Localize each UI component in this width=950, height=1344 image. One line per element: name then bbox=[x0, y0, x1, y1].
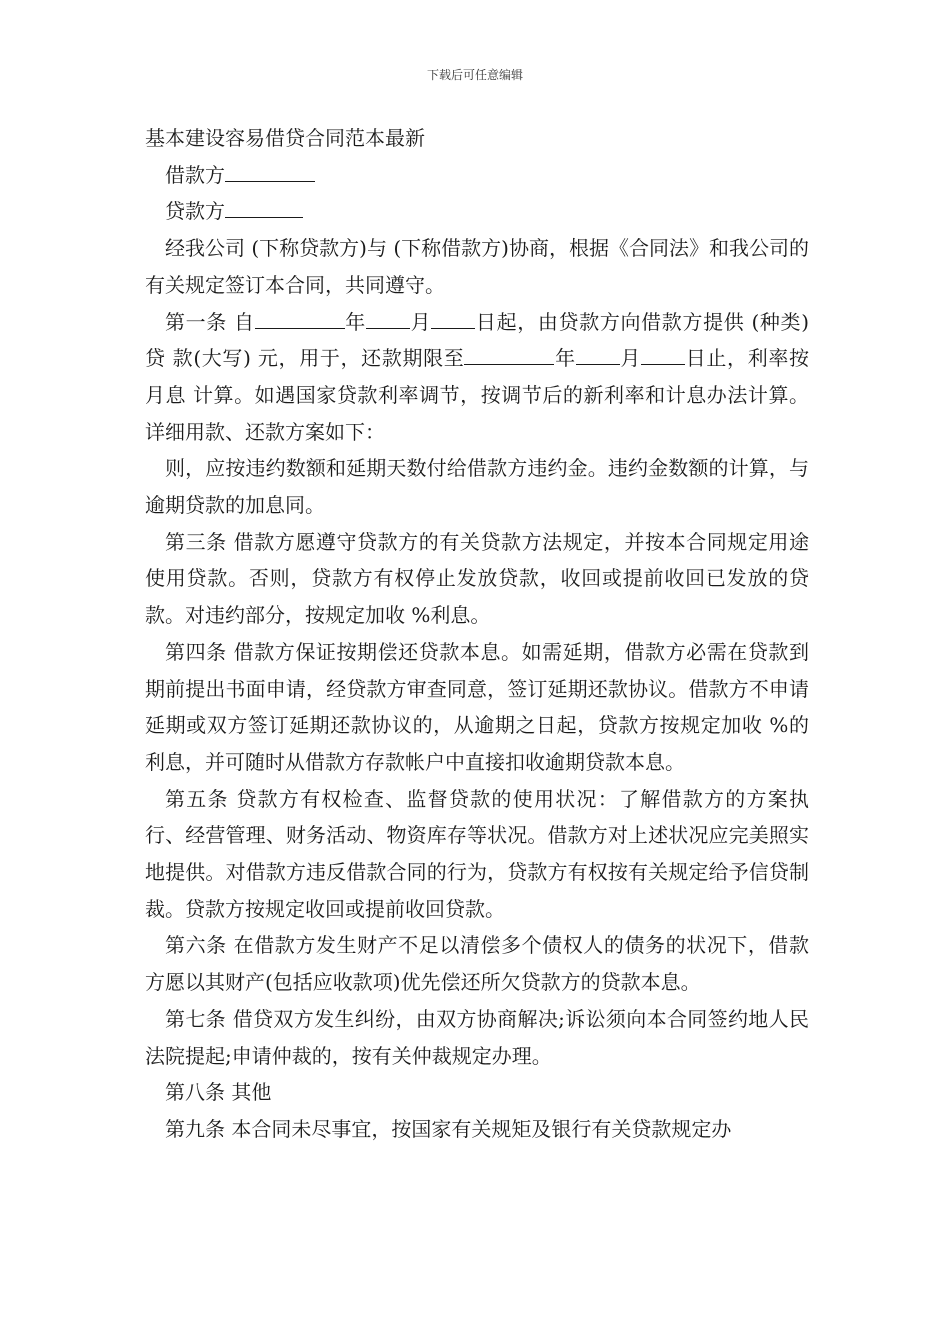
borrower-label: 借款方 bbox=[165, 162, 225, 187]
article-4-paragraph: 第四条 借款方保证按期偿还贷款本息。如需延期，借款方必需在贷款到期前提出书面申请，经贷款方审查同意，签订延期还款协议。借款方不申请延期或双方签订延期还款协议的，从逾期之日起，贷款方按规定加收 %的利息，并可随时从借款方存款帐户中直接扣收逾期贷款本息。 bbox=[145, 639, 809, 774]
end-month-label: 月 bbox=[619, 346, 642, 371]
intro-paragraph: 经我公司 (下称贷款方)与 (下称借款方)协商，根据《合同法》和我公司的有关规定签订本合同，共同遵守。 bbox=[145, 236, 809, 297]
penalty-paragraph: 则，应按违约数额和延期天数付给借款方违约金。违约金数额的计算，与逾期贷款的加息同。 bbox=[145, 456, 809, 518]
lender-blank[interactable] bbox=[225, 195, 303, 218]
article-7-paragraph: 第七条 借贷双方发生纠纷，由双方协商解决;诉讼须向本合同签约地人民法院提起;申请仲裁的，按有关仲裁规定办理。 bbox=[145, 1006, 809, 1068]
article-5-paragraph: 第五条 贷款方有权检查、监督贷款的使用状况：了解借款方的方案执行、经营管理、财务活动、物资库存等状况。借款方对上述状况应完美照实地提供。对借款方违反借款合同的行为，贷款方有权按有关规定给予信贷制裁。贷款方按规定收回或提前收回贷款。 bbox=[145, 786, 809, 921]
lender-line bbox=[145, 193, 809, 230]
borrower-blank[interactable] bbox=[225, 159, 315, 182]
start-year-blank[interactable] bbox=[255, 306, 345, 329]
start-day-blank[interactable] bbox=[431, 306, 475, 329]
article-1-paragraph bbox=[145, 304, 809, 451]
lender-label: 贷款方 bbox=[165, 199, 225, 224]
end-day-blank[interactable] bbox=[641, 342, 685, 365]
document-body bbox=[145, 120, 809, 1148]
article-1-text-1: 第一条 自 bbox=[165, 309, 255, 334]
article-9-paragraph: 第九条 本合同未尽事宜，按国家有关规矩及银行有关贷款规定办 bbox=[165, 1116, 732, 1141]
article-1-text-3: 日止，利率按月息 计算。如遇国家贷款利率调节，按调节后的新利率和计息办法计算。 详细用款、还款方案如下： bbox=[145, 346, 810, 444]
start-month-blank[interactable] bbox=[366, 306, 410, 329]
end-month-blank[interactable] bbox=[576, 342, 620, 365]
month-label: 月 bbox=[409, 309, 432, 334]
article-1-text-2: 日起，由贷款方向借款方提供 (种类)贷 款(大写) 元，用于，还款期限至 bbox=[145, 309, 810, 371]
document-title: 基本建设容易借贷合同范本最新 bbox=[145, 126, 425, 150]
article-3-paragraph: 第三条 借款方愿遵守贷款方的有关贷款方法规定，并按本合同规定用途使用贷款。否则，贷款方有权停止发放贷款，收回或提前收回已发放的贷款。对违约部分，按规定加收 %利息。 bbox=[145, 529, 809, 628]
borrower-line bbox=[145, 157, 809, 194]
page-header: 下载后可任意编辑 bbox=[426, 68, 523, 82]
year-label: 年 bbox=[344, 309, 366, 334]
end-year-blank[interactable] bbox=[464, 342, 554, 365]
article-8-paragraph: 第八条 其他 bbox=[165, 1080, 272, 1105]
article-6-paragraph: 第六条 在借款方发生财产不足以清偿多个债权人的债务的状况下，借款方愿以其财产(包括应收款项)优先偿还所欠贷款方的贷款本息。 bbox=[145, 933, 809, 995]
end-year-label: 年 bbox=[554, 346, 576, 371]
